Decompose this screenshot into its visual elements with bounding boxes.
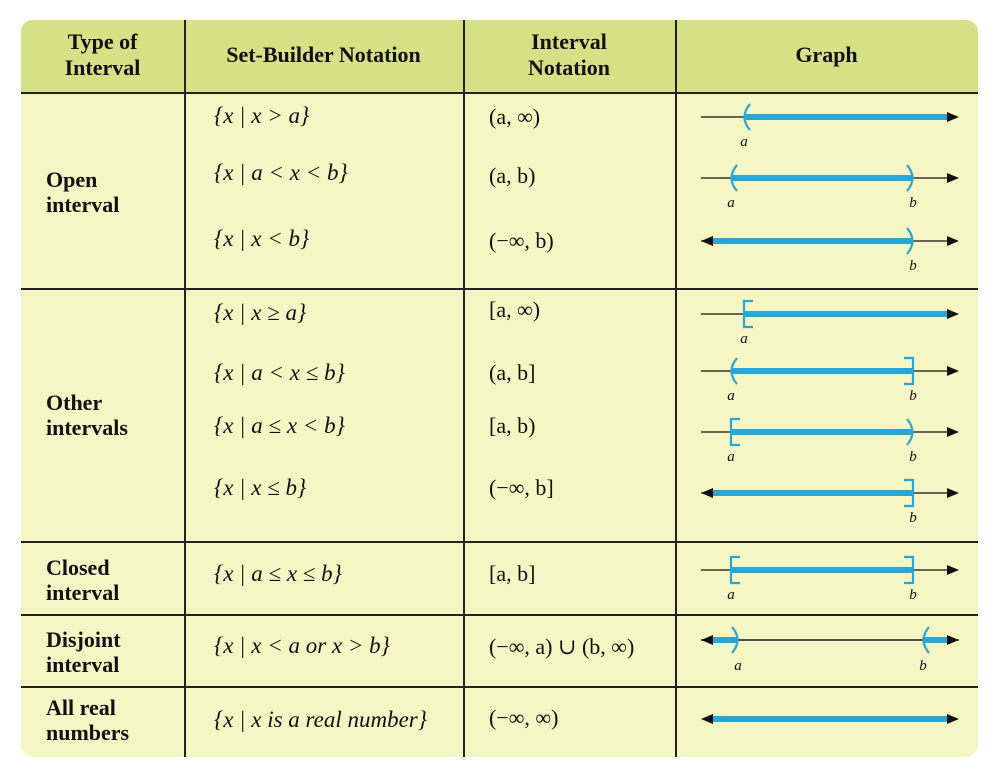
interval-notation-cell: [a, b] xyxy=(489,561,536,586)
group-label-line: interval xyxy=(46,652,120,677)
endpoint-label-a: a xyxy=(727,449,735,465)
set-builder-cell: {x | x > a} xyxy=(214,103,310,128)
group-label-line: All real xyxy=(46,695,116,720)
endpoint-label-b: b xyxy=(909,449,917,465)
header-graph: Graph xyxy=(795,42,858,67)
arrow-head xyxy=(947,309,959,319)
interval-notation-cell: (a, b) xyxy=(489,163,536,188)
arrow-head xyxy=(947,488,959,498)
group-label-line: Other xyxy=(46,390,103,415)
interval-table xyxy=(21,20,978,757)
set-builder-cell: {x | x ≤ b} xyxy=(214,475,307,500)
header-type-line1: Type of xyxy=(67,29,138,54)
arrow-head xyxy=(701,635,713,645)
endpoint-label-b: b xyxy=(909,258,917,274)
set-builder-cell: {x | a ≤ x < b} xyxy=(214,413,345,438)
arrow-head xyxy=(947,366,959,376)
number-line-graphs xyxy=(21,20,978,757)
interval-notation-cell: (−∞, b] xyxy=(489,475,554,500)
group-label-line: Disjoint xyxy=(46,627,121,652)
endpoint-label-a: a xyxy=(740,134,748,150)
arrow-head xyxy=(947,714,959,724)
arrow-head xyxy=(947,565,959,575)
arrow-head xyxy=(701,488,713,498)
header-type-line2: Interval xyxy=(64,55,141,80)
arrow-head xyxy=(701,236,713,246)
group-label-line: numbers xyxy=(46,720,130,745)
endpoint-label-a: a xyxy=(740,331,748,347)
group-label-line: Closed xyxy=(46,555,110,580)
arrow-head xyxy=(947,236,959,246)
endpoint-label-a: a xyxy=(727,388,735,404)
group-label-line: intervals xyxy=(46,415,128,440)
interval-notation-cell: (a, b] xyxy=(489,360,536,385)
set-builder-cell: {x | a < x < b} xyxy=(214,160,348,185)
endpoint-label-a: a xyxy=(734,658,742,674)
set-builder-cell: {x | x < a or x > b} xyxy=(214,633,390,658)
endpoint-label-b: b xyxy=(919,658,927,674)
arrow-head xyxy=(947,173,959,183)
arrow-head xyxy=(947,635,959,645)
interval-notation-cell: (−∞, ∞) xyxy=(489,705,559,730)
set-builder-cell: {x | a < x ≤ b} xyxy=(214,360,345,385)
interval-notation-cell: [a, ∞) xyxy=(489,297,541,322)
group-label-line: interval xyxy=(46,192,120,217)
endpoint-label-b: b xyxy=(909,388,917,404)
arrow-head xyxy=(947,112,959,122)
set-builder-cell: {x | x is a real number} xyxy=(214,707,427,732)
endpoint-label-a: a xyxy=(727,587,735,603)
interval-notation-cell: [a, b) xyxy=(489,413,536,438)
endpoint-label-b: b xyxy=(909,195,917,211)
group-label-line: Open xyxy=(46,167,98,192)
group-label-line: interval xyxy=(46,580,120,605)
set-builder-cell: {x | a ≤ x ≤ b} xyxy=(214,561,342,586)
set-builder-cell: {x | x ≥ a} xyxy=(214,300,307,325)
endpoint-label-a: a xyxy=(727,195,735,211)
interval-notation-cell: (a, ∞) xyxy=(489,104,541,129)
set-builder-cell: {x | x < b} xyxy=(214,226,310,251)
header-set-builder: Set-Builder Notation xyxy=(226,42,421,67)
header-interval-line2: Notation xyxy=(528,55,610,80)
endpoint-label-b: b xyxy=(909,510,917,526)
interval-notation-cell: (−∞, a) ∪ (b, ∞) xyxy=(489,634,635,659)
arrow-head xyxy=(701,714,713,724)
endpoint-label-b: b xyxy=(909,587,917,603)
arrow-head xyxy=(947,427,959,437)
interval-notation-cell: (−∞, b) xyxy=(489,228,554,253)
header-interval-line1: Interval xyxy=(531,29,607,54)
